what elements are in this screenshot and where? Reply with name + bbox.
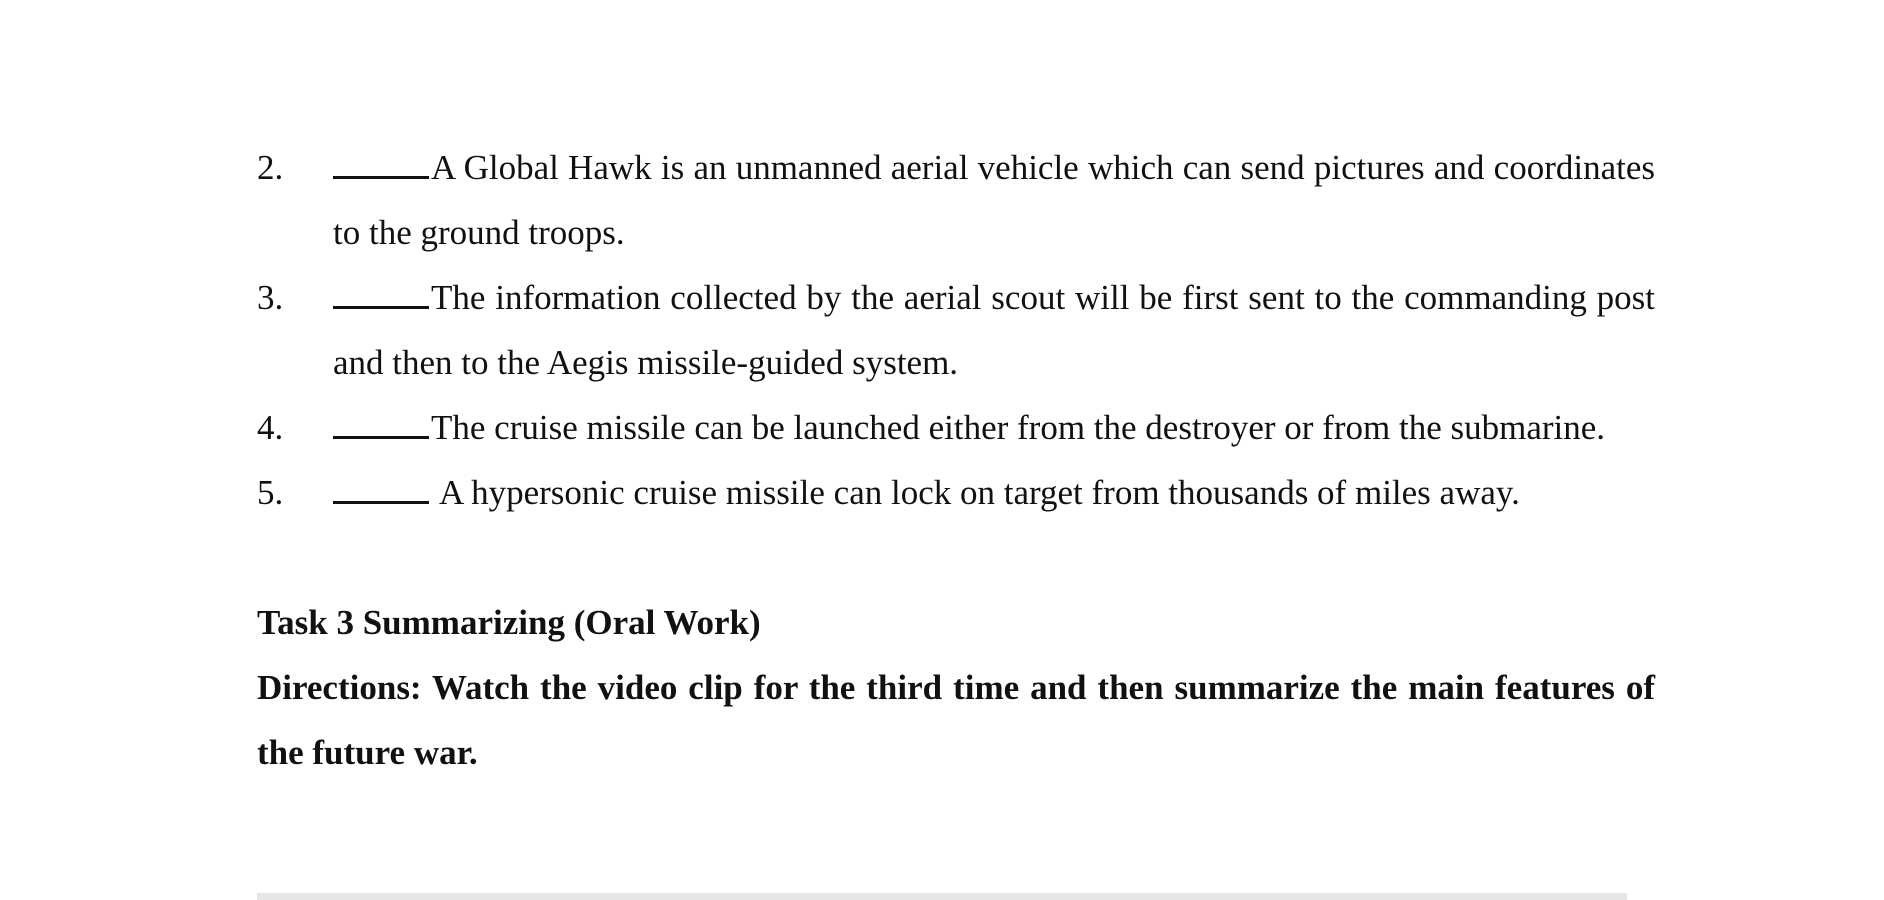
page-divider <box>257 893 1627 900</box>
list-item <box>257 460 1655 525</box>
item-text: A Global Hawk is an unmanned aerial vehicle which can send pictures and coordinates to the ground troops. <box>333 148 1655 252</box>
item-number: 2. <box>257 148 284 187</box>
task-title: Task 3 Summarizing (Oral Work) <box>257 603 761 642</box>
item-number: 3. <box>257 278 284 317</box>
answer-blank[interactable] <box>333 412 429 439</box>
item-number: 5. <box>257 473 284 512</box>
answer-blank[interactable] <box>333 152 429 179</box>
list-item <box>257 395 1655 460</box>
answer-blank[interactable] <box>333 477 429 504</box>
item-number: 4. <box>257 408 284 447</box>
item-text: The cruise missile can be launched either from the destroyer or from the submarine. <box>431 408 1606 447</box>
list-item <box>257 135 1655 265</box>
item-text: The information collected by the aerial scout will be first sent to the commanding post and then to the Aegis missile-guided system. <box>333 278 1655 382</box>
task-directions: Directions: Watch the video clip for the third time and then summarize the main features of the future war. <box>257 668 1655 772</box>
document-page <box>257 135 1655 785</box>
answer-blank[interactable] <box>333 282 429 309</box>
list-item <box>257 265 1655 395</box>
item-text: A hypersonic cruise missile can lock on target from thousands of miles away. <box>439 473 1520 512</box>
